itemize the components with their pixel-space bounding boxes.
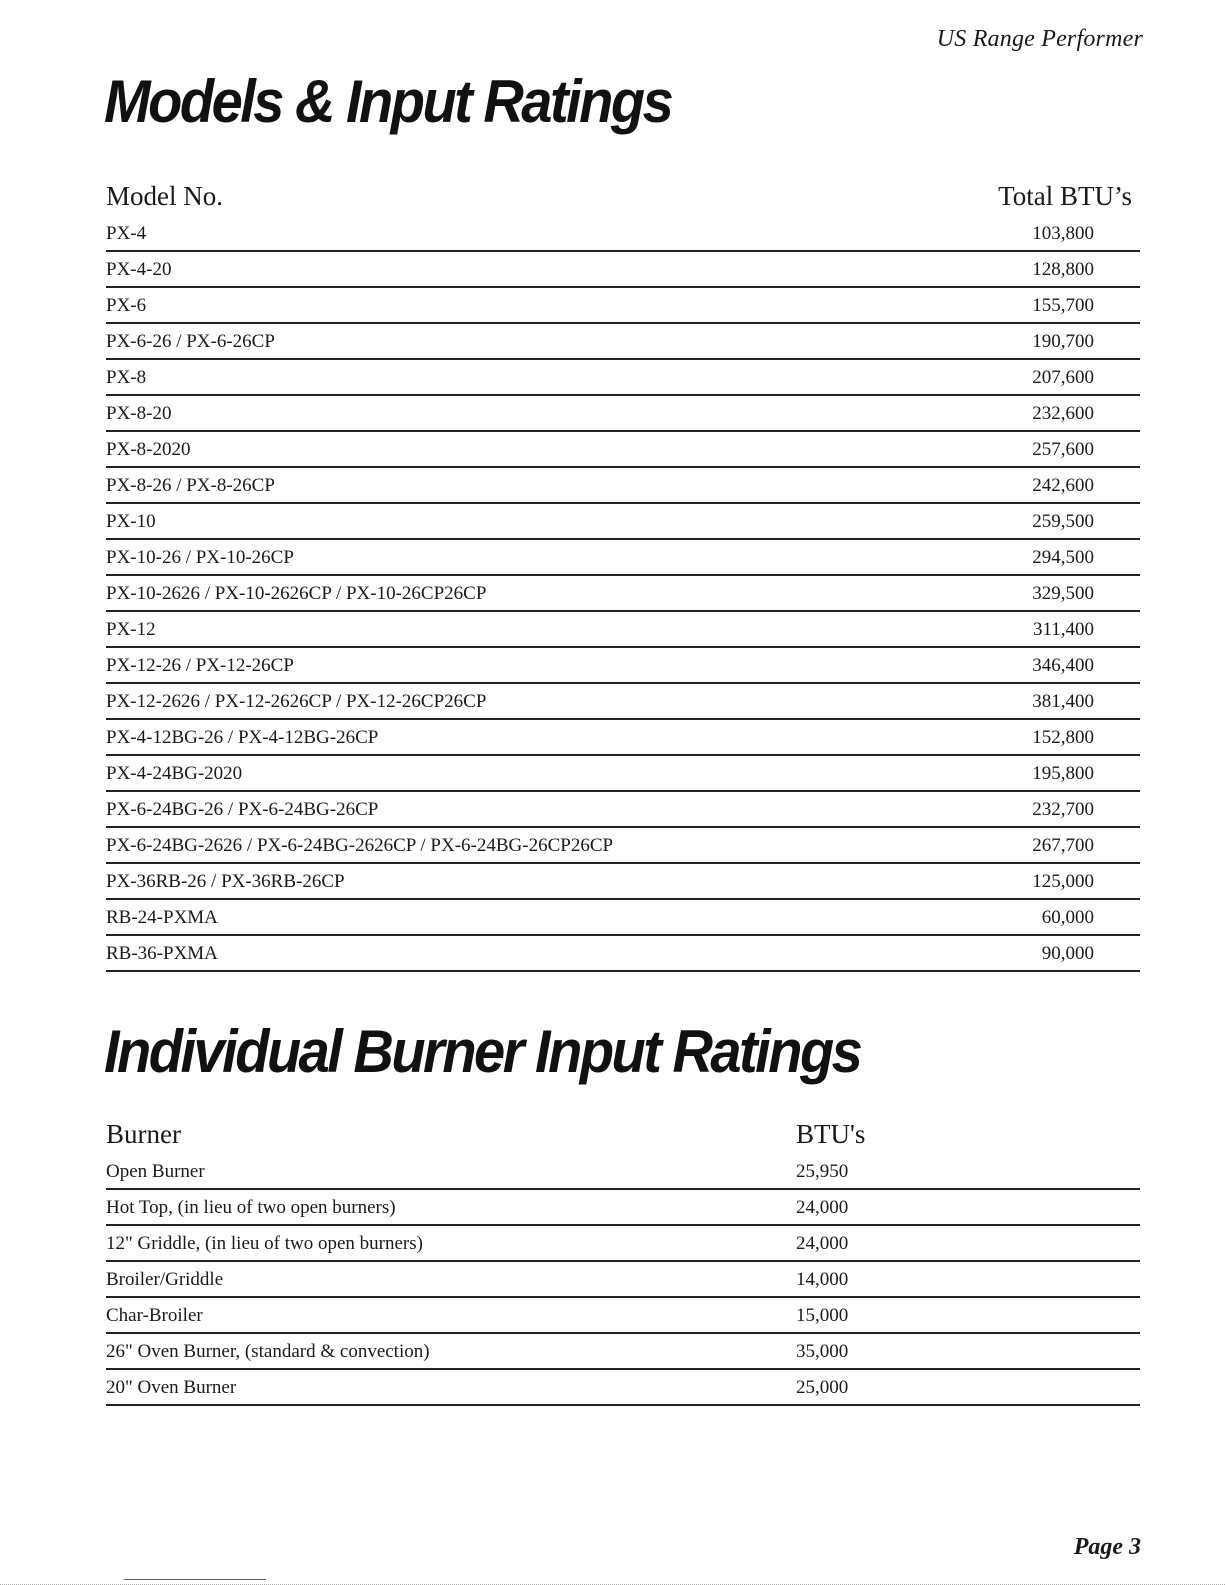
table-row bbox=[106, 575, 1140, 611]
model-number-cell: PX-6-24BG-26 / PX-6-24BG-26CP bbox=[106, 791, 906, 827]
model-number-cell: PX-10-26 / PX-10-26CP bbox=[106, 539, 906, 575]
table-row bbox=[106, 323, 1140, 359]
total-btu-cell: 90,000 bbox=[906, 935, 1140, 971]
model-number-cell: PX-6 bbox=[106, 287, 906, 323]
total-btu-cell: 381,400 bbox=[906, 683, 1140, 719]
total-btu-cell: 257,600 bbox=[906, 431, 1140, 467]
footer-link-underline bbox=[124, 1579, 266, 1580]
total-btu-cell: 125,000 bbox=[906, 863, 1140, 899]
models-section-title: Models & Input Ratings bbox=[104, 67, 672, 136]
table-row bbox=[106, 863, 1140, 899]
model-number-cell: PX-12-26 / PX-12-26CP bbox=[106, 647, 906, 683]
model-number-cell: PX-12 bbox=[106, 611, 906, 647]
table-row bbox=[106, 827, 1140, 863]
total-btu-cell: 60,000 bbox=[906, 899, 1140, 935]
burners-table bbox=[106, 1110, 1140, 1406]
total-btu-cell: 195,800 bbox=[906, 755, 1140, 791]
table-row bbox=[106, 647, 1140, 683]
table-row bbox=[106, 1261, 1140, 1297]
table-row bbox=[106, 1297, 1140, 1333]
models-table-header bbox=[106, 172, 1140, 216]
page-number: Page 3 bbox=[1073, 1534, 1141, 1560]
column-header-total-btu: Total BTU’s bbox=[998, 181, 1132, 211]
total-btu-cell: 267,700 bbox=[906, 827, 1140, 863]
burner-name-cell: Char-Broiler bbox=[106, 1297, 796, 1333]
column-header-btu: BTU's bbox=[796, 1119, 866, 1149]
table-row bbox=[106, 1189, 1140, 1225]
document-header: US Range Performer bbox=[936, 26, 1143, 52]
model-number-cell: PX-4-24BG-2020 bbox=[106, 755, 906, 791]
models-table-body bbox=[106, 216, 1140, 971]
table-row bbox=[106, 503, 1140, 539]
model-number-cell: PX-6-26 / PX-6-26CP bbox=[106, 323, 906, 359]
burner-name-cell: Hot Top, (in lieu of two open burners) bbox=[106, 1189, 796, 1225]
burner-btu-cell: 14,000 bbox=[796, 1261, 1140, 1297]
total-btu-cell: 232,600 bbox=[906, 395, 1140, 431]
model-number-cell: PX-8-20 bbox=[106, 395, 906, 431]
table-row bbox=[106, 287, 1140, 323]
burner-btu-cell: 25,950 bbox=[796, 1154, 1140, 1189]
model-number-cell: PX-8-26 / PX-8-26CP bbox=[106, 467, 906, 503]
table-row bbox=[106, 539, 1140, 575]
column-header-burner: Burner bbox=[106, 1119, 181, 1149]
burner-name-cell: Broiler/Griddle bbox=[106, 1261, 796, 1297]
total-btu-cell: 155,700 bbox=[906, 287, 1140, 323]
table-row bbox=[106, 683, 1140, 719]
table-row bbox=[106, 1154, 1140, 1189]
total-btu-cell: 329,500 bbox=[906, 575, 1140, 611]
burner-btu-cell: 24,000 bbox=[796, 1225, 1140, 1261]
total-btu-cell: 190,700 bbox=[906, 323, 1140, 359]
table-row bbox=[106, 251, 1140, 287]
table-row bbox=[106, 935, 1140, 971]
table-row bbox=[106, 899, 1140, 935]
table-row bbox=[106, 791, 1140, 827]
model-number-cell: PX-8 bbox=[106, 359, 906, 395]
model-number-cell: PX-36RB-26 / PX-36RB-26CP bbox=[106, 863, 906, 899]
burners-section-title: Individual Burner Input Ratings bbox=[104, 1017, 861, 1086]
model-number-cell: RB-36-PXMA bbox=[106, 935, 906, 971]
table-row bbox=[106, 611, 1140, 647]
burner-btu-cell: 25,000 bbox=[796, 1369, 1140, 1405]
burner-name-cell: 12" Griddle, (in lieu of two open burners) bbox=[106, 1225, 796, 1261]
model-number-cell: PX-10-2626 / PX-10-2626CP / PX-10-26CP26CP bbox=[106, 575, 906, 611]
burner-btu-cell: 35,000 bbox=[796, 1333, 1140, 1369]
total-btu-cell: 152,800 bbox=[906, 719, 1140, 755]
total-btu-cell: 259,500 bbox=[906, 503, 1140, 539]
burner-btu-cell: 15,000 bbox=[796, 1297, 1140, 1333]
total-btu-cell: 128,800 bbox=[906, 251, 1140, 287]
table-row bbox=[106, 216, 1140, 251]
column-header-model: Model No. bbox=[106, 181, 223, 211]
burner-name-cell: 20" Oven Burner bbox=[106, 1369, 796, 1405]
total-btu-cell: 103,800 bbox=[906, 216, 1140, 251]
model-number-cell: PX-8-2020 bbox=[106, 431, 906, 467]
table-row bbox=[106, 719, 1140, 755]
burner-btu-cell: 24,000 bbox=[796, 1189, 1140, 1225]
burner-name-cell: 26" Oven Burner, (standard & convection) bbox=[106, 1333, 796, 1369]
table-row bbox=[106, 1369, 1140, 1405]
burner-name-cell: Open Burner bbox=[106, 1154, 796, 1189]
total-btu-cell: 294,500 bbox=[906, 539, 1140, 575]
table-row bbox=[106, 431, 1140, 467]
table-row bbox=[106, 395, 1140, 431]
total-btu-cell: 232,700 bbox=[906, 791, 1140, 827]
table-row bbox=[106, 1333, 1140, 1369]
total-btu-cell: 311,400 bbox=[906, 611, 1140, 647]
table-row bbox=[106, 359, 1140, 395]
total-btu-cell: 346,400 bbox=[906, 647, 1140, 683]
model-number-cell: PX-4-20 bbox=[106, 251, 906, 287]
model-number-cell: PX-6-24BG-2626 / PX-6-24BG-2626CP / PX-6-24BG-26CP26CP bbox=[106, 827, 906, 863]
model-number-cell: PX-12-2626 / PX-12-2626CP / PX-12-26CP26CP bbox=[106, 683, 906, 719]
burners-table-header bbox=[106, 1110, 1140, 1154]
model-number-cell: RB-24-PXMA bbox=[106, 899, 906, 935]
table-row bbox=[106, 467, 1140, 503]
models-table bbox=[106, 172, 1140, 972]
model-number-cell: PX-4 bbox=[106, 216, 906, 251]
total-btu-cell: 242,600 bbox=[906, 467, 1140, 503]
burners-table-body bbox=[106, 1154, 1140, 1405]
table-row bbox=[106, 1225, 1140, 1261]
total-btu-cell: 207,600 bbox=[906, 359, 1140, 395]
table-row bbox=[106, 755, 1140, 791]
model-number-cell: PX-10 bbox=[106, 503, 906, 539]
model-number-cell: PX-4-12BG-26 / PX-4-12BG-26CP bbox=[106, 719, 906, 755]
